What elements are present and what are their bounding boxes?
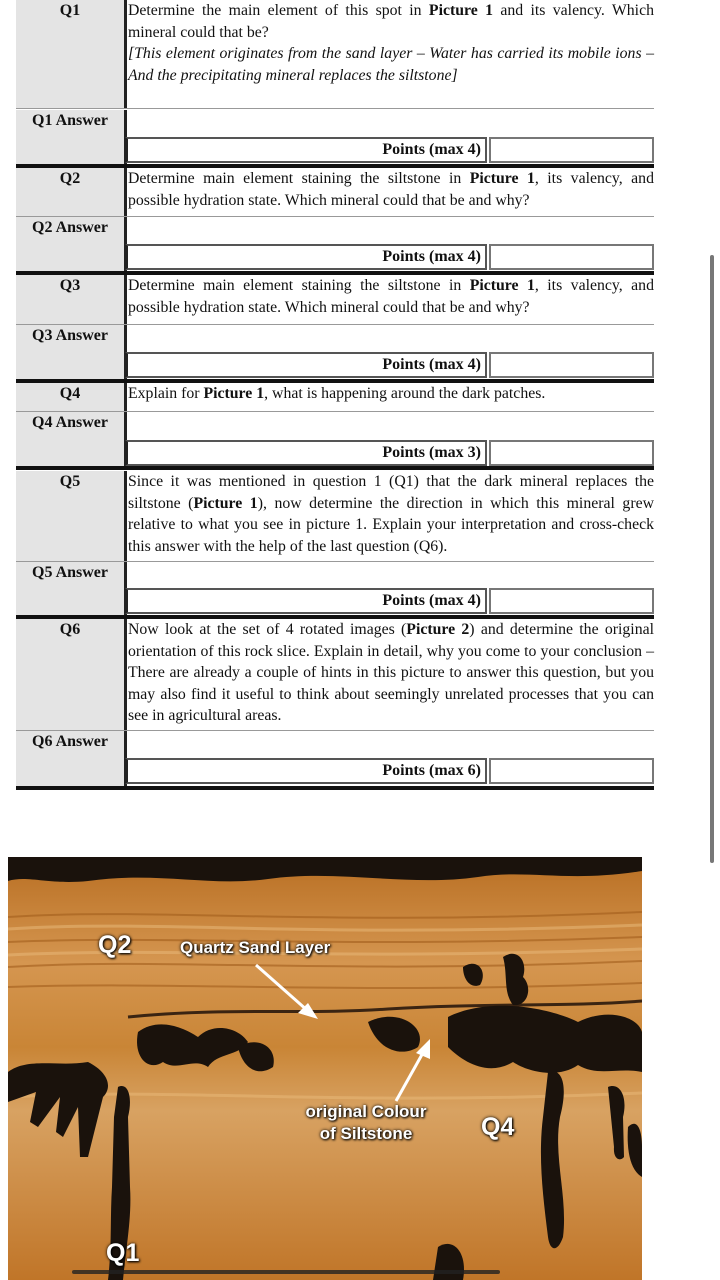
answer-label: Q1 Answer <box>16 110 127 136</box>
points-label: Points (max 4) <box>125 137 487 163</box>
points-label: Points (max 4) <box>125 588 487 614</box>
annotation-sand-layer: Quartz Sand Layer <box>180 938 331 957</box>
answer-row-q5 <box>16 562 654 587</box>
question-row-q6 <box>16 619 654 730</box>
answer-field[interactable] <box>125 412 654 438</box>
annotation-q1: Q1 <box>106 1239 140 1267</box>
question-text <box>128 619 654 730</box>
answer-label: Q5 Answer <box>16 562 127 587</box>
answer-field[interactable] <box>125 325 654 351</box>
question-text-run: Explain for <box>128 385 204 402</box>
question-body <box>128 619 654 727</box>
rock-slice-picture <box>8 857 642 1280</box>
answer-row-q4 <box>16 412 654 439</box>
question-row-q2 <box>16 168 654 216</box>
question-text <box>128 471 654 561</box>
answer-label: Q4 Answer <box>16 412 127 439</box>
question-text <box>128 0 654 108</box>
question-label: Q3 <box>16 275 127 324</box>
question-text <box>128 275 654 324</box>
question-text-run: , its valency, and possible hydration state. Which mineral could that be and why? <box>128 170 654 209</box>
points-label: Points (max 4) <box>125 352 487 378</box>
points-input[interactable] <box>489 440 654 466</box>
answer-row-q2 <box>16 217 654 243</box>
points-label: Points (max 4) <box>125 244 487 270</box>
answer-label: Q3 Answer <box>16 325 127 351</box>
question-label: Q4 <box>16 383 127 411</box>
rock-slice-illustration <box>8 857 642 1280</box>
picture-reference: Picture 1 <box>428 2 493 19</box>
scrollbar[interactable] <box>710 255 714 863</box>
arrow-to-siltstone <box>388 1037 438 1107</box>
question-text-run: Determine main element staining the siltstone in <box>128 170 470 187</box>
answer-label: Q2 Answer <box>16 217 127 243</box>
annotation-q2: Q2 <box>98 931 132 959</box>
question-text <box>128 168 654 216</box>
picture-reference: Picture 1 <box>193 494 258 512</box>
question-label: Q2 <box>16 168 127 216</box>
question-row-q5 <box>16 471 654 561</box>
answer-label: Q6 Answer <box>16 731 127 757</box>
points-input[interactable] <box>489 352 654 378</box>
answer-field[interactable] <box>125 731 654 757</box>
question-body <box>128 383 654 405</box>
picture-reference: Picture 1 <box>469 170 535 187</box>
points-input[interactable] <box>489 758 654 784</box>
points-label: Points (max 3) <box>125 440 487 466</box>
question-label: Q1 <box>16 0 127 108</box>
answer-field[interactable] <box>125 110 654 136</box>
question-text-run: Since it was mentioned in question 1 (Q1) that the dark mineral replaces the siltstone ( <box>128 473 654 512</box>
question-body <box>128 168 654 211</box>
question-row-q3 <box>16 275 654 324</box>
home-indicator <box>72 1270 500 1274</box>
question-text-run: and its valency. Which mineral could that be? <box>128 2 654 41</box>
question-text-run: Determine main element staining the siltstone in <box>128 277 470 294</box>
question-body <box>128 275 654 318</box>
question-text <box>128 383 654 411</box>
points-input[interactable] <box>489 137 654 163</box>
question-label: Q6 <box>16 619 127 730</box>
annotation-q4: Q4 <box>481 1113 515 1141</box>
answer-field[interactable] <box>125 217 654 243</box>
question-text-run: ) and determine the original orientation of this rock slice. Explain in detail, why you come to your conclusion – There are already a couple of hints in this picture to answer this question, but you may also find it useful to think about seemingly unrelated processes that you can see in agricultural areas. <box>128 621 654 724</box>
picture-reference: Picture 1 <box>469 277 535 294</box>
question-body <box>128 471 654 557</box>
points-input[interactable] <box>489 588 654 614</box>
question-text-run: ), now determine the direction in which this mineral grew relative to what you see in picture 1. Explain your interpretation and cross-check this answer with the help of the last question (Q6). <box>128 494 654 555</box>
answer-row-q1 <box>16 110 654 136</box>
question-label: Q5 <box>16 471 127 561</box>
arrow-to-sand-layer <box>248 961 328 1021</box>
points-label: Points (max 6) <box>125 758 487 784</box>
question-row-q4 <box>16 383 654 411</box>
picture-reference: Picture 2 <box>406 621 470 638</box>
answer-row-q3 <box>16 325 654 351</box>
question-row-q1 <box>16 0 654 108</box>
answer-field[interactable] <box>125 562 654 587</box>
points-input[interactable] <box>489 244 654 270</box>
question-text-run: Now look at the set of 4 rotated images ( <box>128 621 407 638</box>
question-text-run: , its valency, and possible hydration state. Which mineral could that be and why? <box>128 277 654 316</box>
question-note: [This element originates from the sand layer – Water has carried its mobile ions – And the precipitating mineral replaces the siltstone] <box>128 45 654 84</box>
question-body <box>128 0 654 43</box>
annotation-original-colour: original Colour of Siltstone <box>305 1102 427 1143</box>
question-text-run: Determine the main element of this spot in <box>128 2 429 19</box>
picture-reference: Picture 1 <box>203 385 265 402</box>
answer-row-q6 <box>16 731 654 757</box>
question-text-run: , what is happening around the dark patches. <box>264 385 546 402</box>
